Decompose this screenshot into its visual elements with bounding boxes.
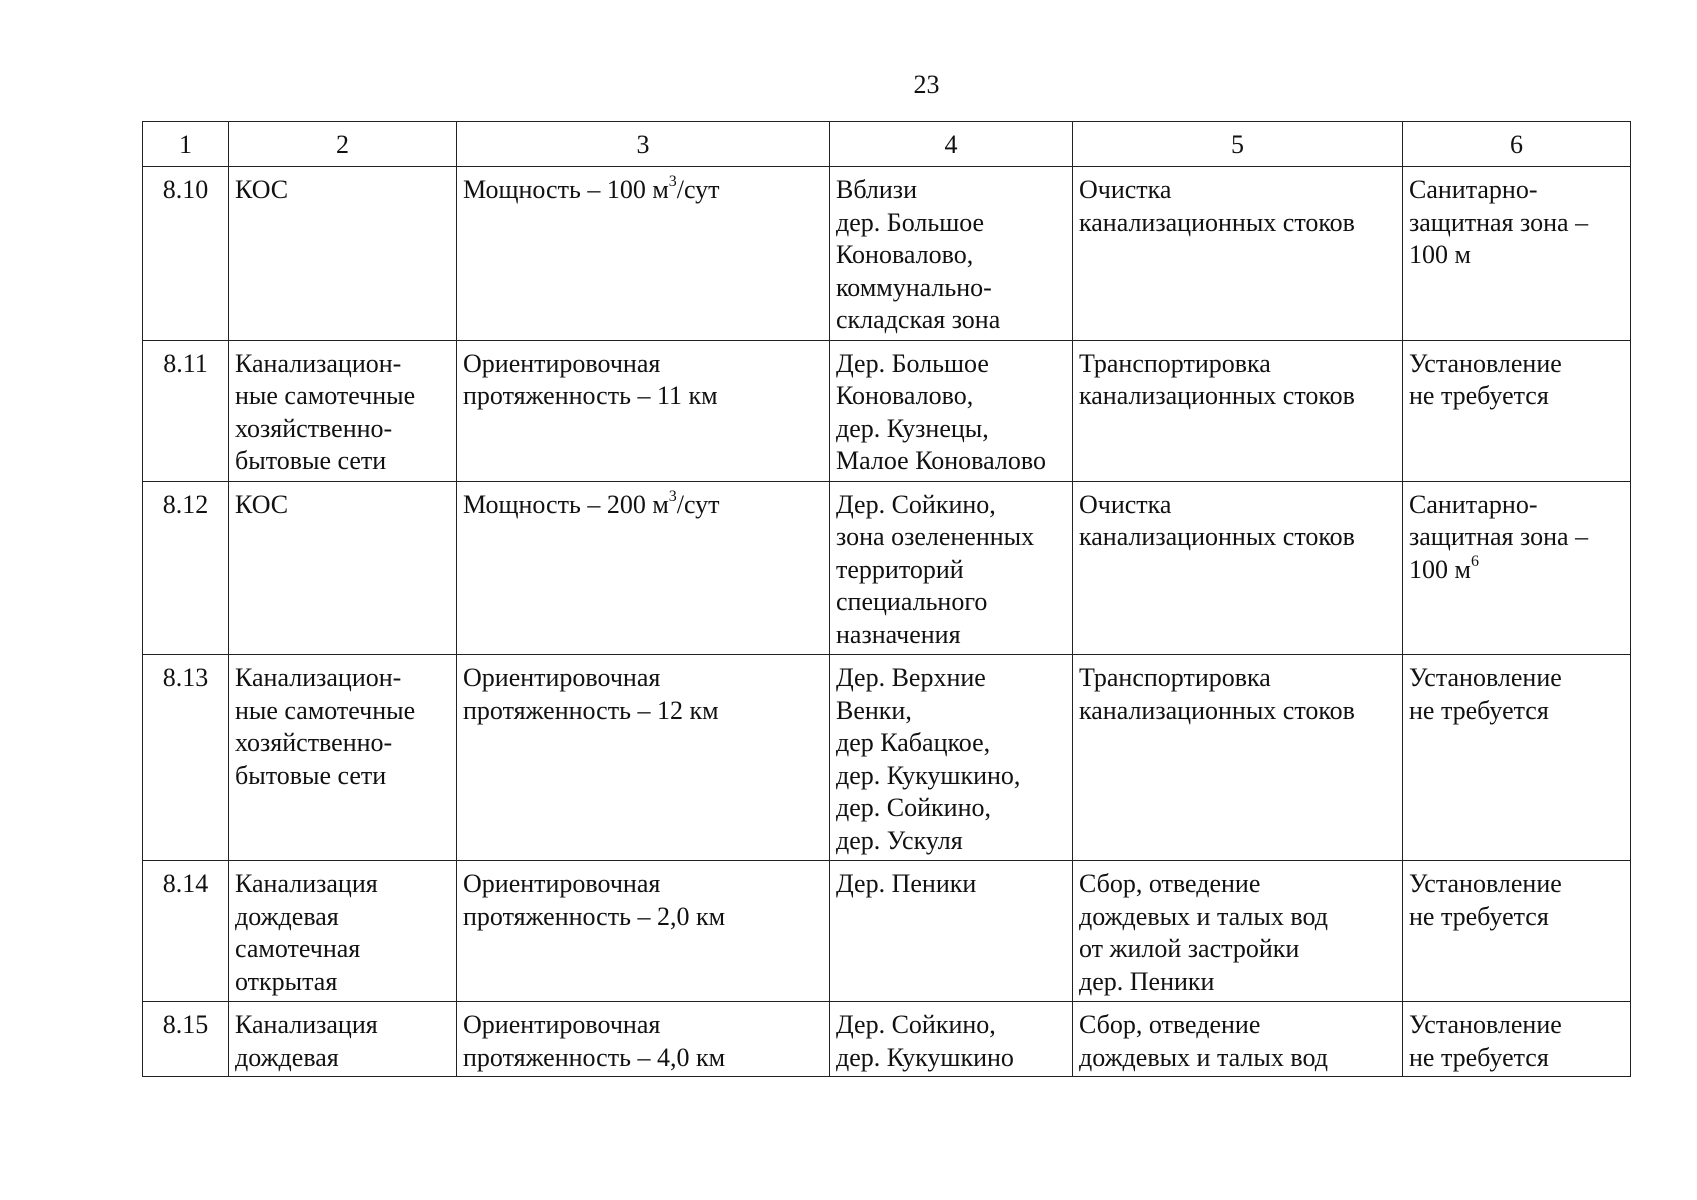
column-header: 2 (229, 122, 457, 167)
table-row (143, 655, 1631, 861)
protection-zone-text: Установление не требуется (1409, 1010, 1562, 1072)
purpose-cell: Очистка канализационных стоков (1073, 481, 1403, 655)
column-header: 4 (830, 122, 1073, 167)
table-row (143, 167, 1631, 341)
parameter-superscript: 3 (668, 173, 677, 191)
protection-zone-cell (1403, 167, 1631, 341)
protection-zone-text: Установление не требуется (1409, 348, 1562, 410)
row-number-cell: 8.13 (143, 655, 229, 861)
column-header: 6 (1403, 122, 1631, 167)
parameter-cell (457, 167, 830, 341)
location-cell: Дер. Сойкино, дер. Кукушкино (830, 1002, 1073, 1077)
table-header-row (143, 122, 1631, 167)
column-header: 5 (1073, 122, 1403, 167)
purpose-cell: Сбор, отведение дождевых и талых вод от жилой застройки дер. Пеники (1073, 861, 1403, 1002)
object-cell: Канализация дождевая (229, 1002, 457, 1077)
table-row (143, 1002, 1631, 1077)
parameter-cell (457, 1002, 830, 1077)
parameter-text: Ориентировочная протяженность – 11 км (463, 348, 718, 410)
protection-zone-cell (1403, 481, 1631, 655)
object-cell: Канализацион- ные самотечные хозяйственно- бытовые сети (229, 340, 457, 481)
object-cell: Канализация дождевая самотечная открытая (229, 861, 457, 1002)
parameter-unit-tail: /сут (676, 175, 720, 204)
protection-zone-text: Установление не требуется (1409, 869, 1562, 931)
parameter-cell (457, 340, 830, 481)
protection-zone-text: Санитарно- защитная зона – 100 м (1409, 175, 1589, 269)
protection-zone-cell (1403, 1002, 1631, 1077)
location-cell: Дер. Пеники (830, 861, 1073, 1002)
location-cell: Дер. Сойкино, зона озелененных территорий специального назначения (830, 481, 1073, 655)
protection-zone-cell (1403, 655, 1631, 861)
object-cell: КОС (229, 167, 457, 341)
row-number-cell: 8.15 (143, 1002, 229, 1077)
table-row (143, 340, 1631, 481)
protection-zone-cell (1403, 340, 1631, 481)
protection-zone-text: Санитарно- защитная зона – 100 м (1409, 489, 1589, 584)
table-row (143, 481, 1631, 655)
parameter-superscript: 3 (668, 487, 677, 505)
location-cell: Вблизи дер. Большое Коновалово, коммунально- складская зона (830, 167, 1073, 341)
purpose-cell: Транспортировка канализационных стоков (1073, 655, 1403, 861)
column-header: 1 (143, 122, 229, 167)
row-number-cell: 8.10 (143, 167, 229, 341)
parameter-text: Ориентировочная протяженность – 4,0 км (463, 1010, 726, 1072)
row-number-cell: 8.11 (143, 340, 229, 481)
parameter-text: Мощность – 200 м (463, 489, 669, 519)
parameter-unit-tail: /сут (676, 489, 720, 519)
purpose-cell: Очистка канализационных стоков (1073, 167, 1403, 341)
row-number-cell: 8.14 (143, 861, 229, 1002)
object-cell: Канализацион- ные самотечные хозяйственно- бытовые сети (229, 655, 457, 861)
protection-zone-text: Установление не требуется (1409, 663, 1562, 725)
table-row (143, 861, 1631, 1002)
infrastructure-table (142, 121, 1631, 1077)
parameter-cell (457, 655, 830, 861)
location-cell: Дер. Большое Коновалово, дер. Кузнецы, Малое Коновалово (830, 340, 1073, 481)
row-number-cell: 8.12 (143, 481, 229, 655)
parameter-cell (457, 481, 830, 655)
protection-zone-cell (1403, 861, 1631, 1002)
parameter-text: Ориентировочная протяженность – 2,0 км (463, 869, 726, 931)
parameter-text: Мощность – 100 м (463, 175, 669, 204)
parameter-cell (457, 861, 830, 1002)
purpose-cell: Транспортировка канализационных стоков (1073, 340, 1403, 481)
page-number: 23 (913, 70, 940, 99)
column-header: 3 (457, 122, 830, 167)
purpose-cell: Сбор, отведение дождевых и талых вод (1073, 1002, 1403, 1077)
object-cell: КОС (229, 481, 457, 655)
location-cell: Дер. Верхние Венки, дер Кабацкое, дер. Кукушкино, дер. Сойкино, дер. Ускуля (830, 655, 1073, 861)
parameter-text: Ориентировочная протяженность – 12 км (463, 663, 719, 725)
footnote-superscript: 6 (1470, 552, 1479, 570)
